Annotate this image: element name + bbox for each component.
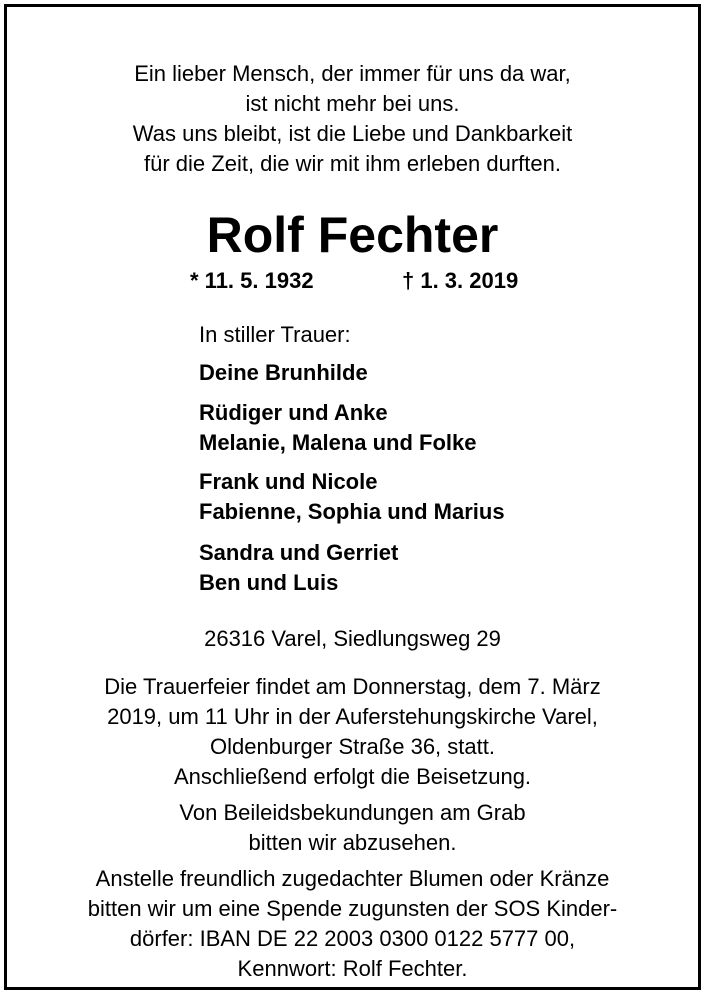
condolence-line: bitten wir abzusehen. — [248, 830, 457, 855]
mourner-line: Ben und Luis — [199, 570, 339, 595]
mourner-line: Frank und Nicole — [199, 469, 378, 494]
mourner-group — [199, 398, 477, 458]
mourner-group — [199, 538, 398, 598]
mourner-line: Melanie, Malena und Folke — [199, 430, 477, 455]
deceased-name: Rolf Fechter — [206, 207, 499, 263]
funeral-line: Anschließend erfolgt die Beisetzung. — [173, 764, 532, 789]
mourner-line: Deine Brunhilde — [199, 360, 368, 385]
death-date: † 1. 3. 2019 — [402, 268, 519, 293]
condolence-line: Von Beileidsbekundungen am Grab — [179, 800, 526, 825]
birth-date: * 11. 5. 1932 — [190, 268, 314, 293]
mourner-line: Fabienne, Sophia und Marius — [199, 499, 505, 524]
mourners-address: 26316 Varel, Siedlungsweg 29 — [204, 626, 501, 651]
funeral-info — [7, 672, 698, 792]
mourner-group — [199, 358, 368, 388]
donation-note — [7, 864, 698, 984]
poem-line: Was uns bleibt, ist die Liebe und Dankbarkeit — [132, 121, 573, 146]
poem-line: Ein lieber Mensch, der immer für uns da war, — [134, 61, 571, 86]
funeral-line: Die Trauerfeier findet am Donnerstag, dem 7. März — [104, 674, 601, 699]
memorial-poem — [7, 59, 698, 179]
poem-line: für die Zeit, die wir mit ihm erleben durften. — [144, 151, 561, 176]
mourner-line: Rüdiger und Anke — [199, 400, 388, 425]
mourner-line: Sandra und Gerriet — [199, 540, 399, 565]
condolence-note — [7, 798, 698, 858]
donation-line: bitten wir um eine Spende zugunsten der SOS Kinder- — [87, 896, 618, 921]
funeral-line: 2019, um 11 Uhr in der Auferstehungskirche Varel, — [107, 704, 598, 729]
poem-line: ist nicht mehr bei uns. — [245, 91, 460, 116]
obituary-notice — [4, 4, 701, 990]
donation-line: dörfer: IBAN DE 22 2003 0300 0122 5777 00, — [129, 926, 576, 951]
mourner-group — [199, 467, 505, 527]
mourners-label: In stiller Trauer: — [199, 322, 351, 347]
funeral-line: Oldenburger Straße 36, statt. — [210, 734, 495, 759]
donation-line: Anstelle freundlich zugedachter Blumen oder Kränze — [95, 866, 610, 891]
donation-line: Kennwort: Rolf Fechter. — [237, 956, 468, 981]
